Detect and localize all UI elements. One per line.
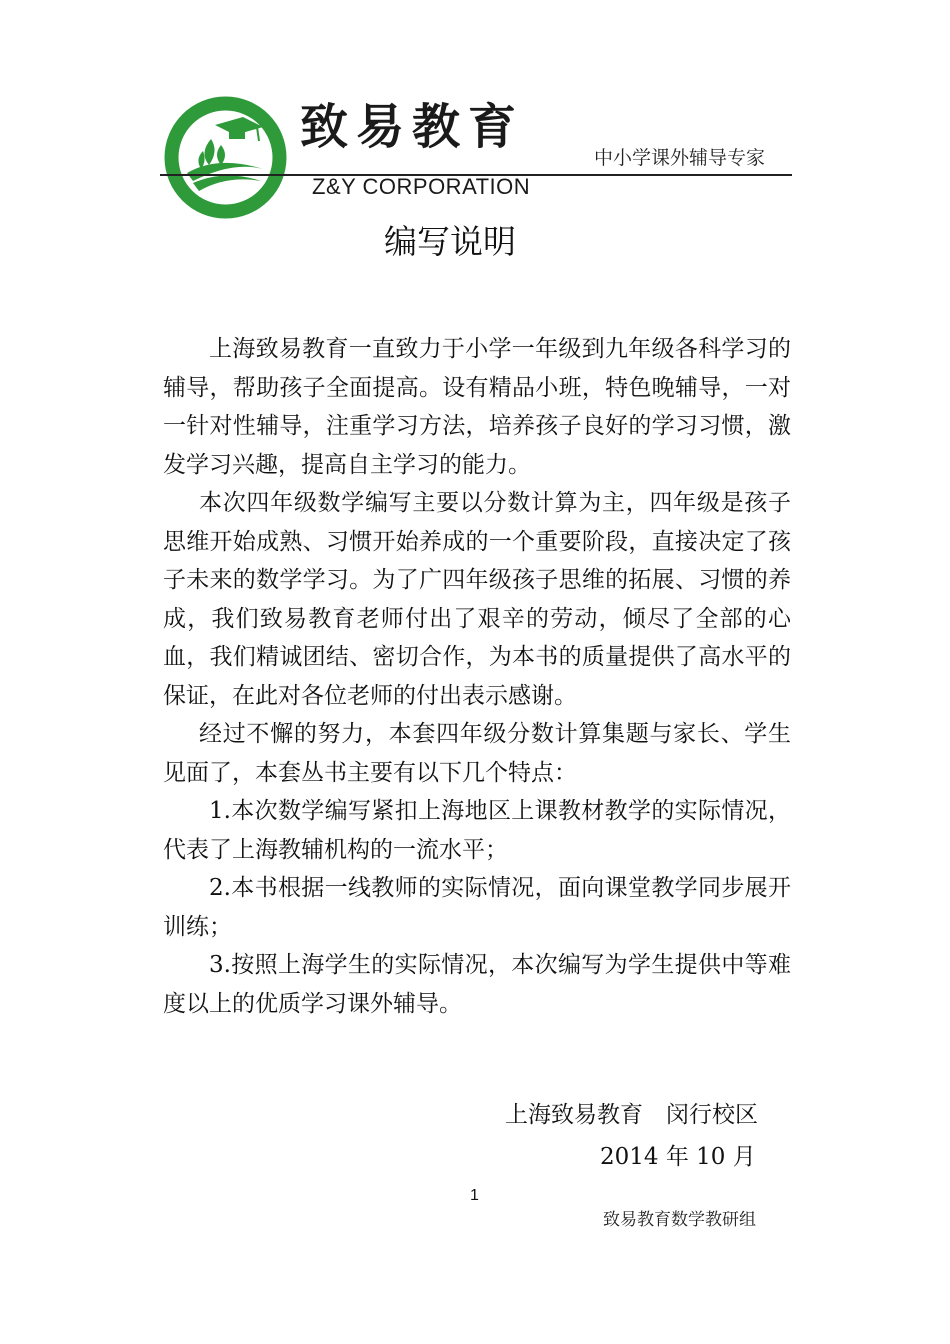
paragraph-features-lead: 经过不懈的努力，本套四年级分数计算集题与家长、学生见面了，本套丛书主要有以下几个特点： xyxy=(163,721,791,786)
brand-name-english: Z&Y CORPORATION xyxy=(312,174,531,199)
header-tagline: 中小学课外辅导专家 xyxy=(594,147,766,169)
feature-item-1: 1.本次数学编写紧扣上海地区上课教材教学的实际情况，代表了上海教辅机构的一流水平； xyxy=(163,798,791,863)
signature-date: 2014 年 10 月 xyxy=(600,1144,756,1170)
graduation-cap-logo-icon xyxy=(163,95,288,220)
signature-organization: 上海致易教育 闵行校区 xyxy=(505,1102,758,1128)
body-text xyxy=(163,330,791,1023)
footer-text: 致易教育数学教研组 xyxy=(603,1210,756,1230)
brand-name-chinese: 致易教育 xyxy=(300,99,525,155)
paragraph-intro: 上海致易教育一直致力于小学一年级到九年级各科学习的辅导，帮助孩子全面提高。设有精品小班，特色晚辅导，一对一针对性辅导，注重学习方法，培养孩子良好的学习习惯，激发学习兴趣，提高自主学习的能力。 xyxy=(163,336,791,478)
feature-item-2: 2.本书根据一线教师的实际情况，面向课堂教学同步展开训练； xyxy=(163,875,791,940)
paragraph-purpose: 本次四年级数学编写主要以分数计算为主，四年级是孩子思维开始成熟、习惯开始养成的一个重要阶段，直接决定了孩子未来的数学学习。为了广四年级孩子思维的拓展、习惯的养成，我们致易教育老师付出了艰辛的劳动，倾尽了全部的心血，我们精诚团结、密切合作，为本书的质量提供了高水平的保证，在此对各位老师的付出表示感谢。 xyxy=(163,490,791,709)
page-title: 编写说明 xyxy=(384,222,516,261)
feature-item-3: 3.按照上海学生的实际情况，本次编写为学生提供中等难度以上的优质学习课外辅导。 xyxy=(163,952,791,1017)
page-number: 1 xyxy=(470,1187,479,1204)
